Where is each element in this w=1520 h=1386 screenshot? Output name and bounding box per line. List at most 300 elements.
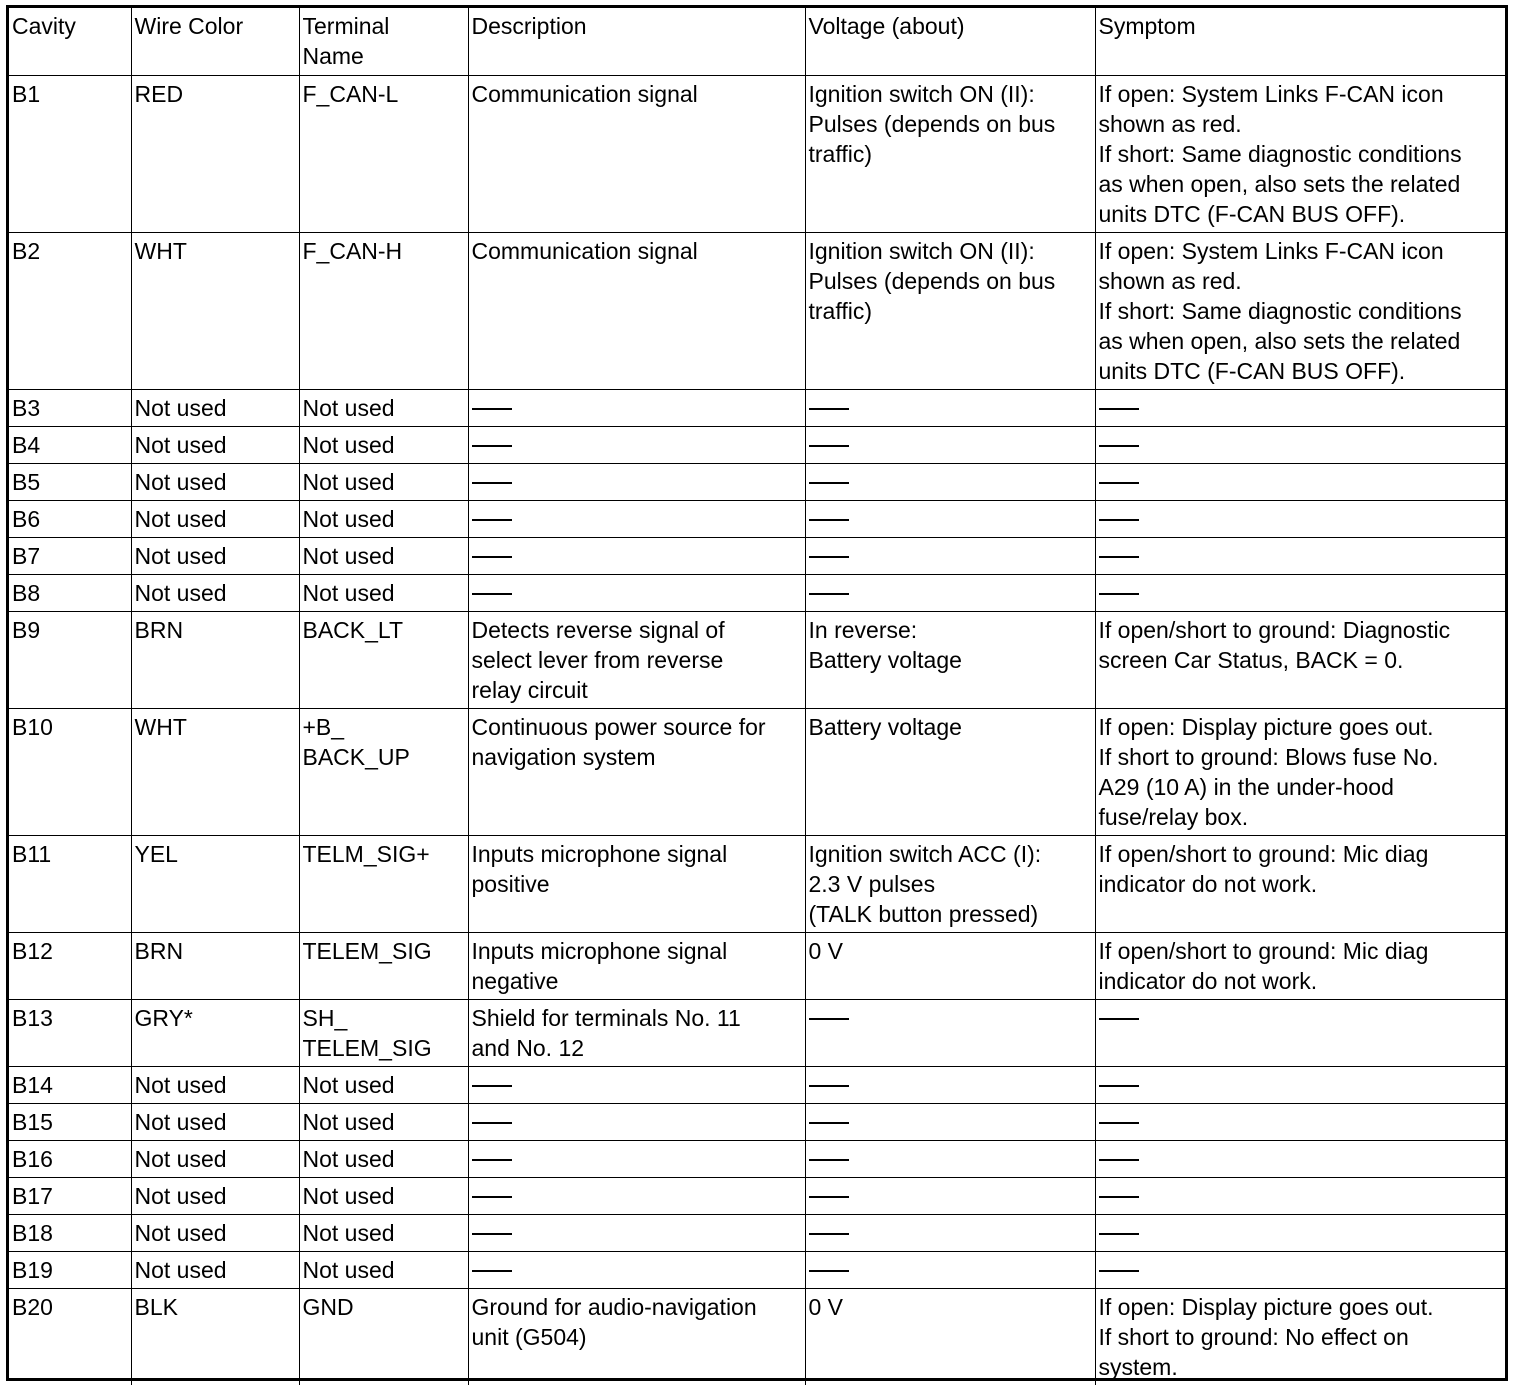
- cell-description: [468, 574, 805, 611]
- cell-text-line: Not used: [302, 1071, 395, 1098]
- cell-symptom: [1095, 1066, 1505, 1103]
- header-terminal-name: [299, 8, 468, 75]
- cell-voltage: [805, 1140, 1095, 1177]
- cell-text-line: If open: System Links F-CAN icon: [1098, 237, 1444, 264]
- table-row: [9, 537, 1505, 574]
- cell-text-line: If short to ground: Blows fuse No.: [1098, 743, 1439, 770]
- dash-mark: [809, 1085, 849, 1087]
- cell-text-line: Not used: [134, 505, 227, 532]
- dash-mark: [809, 556, 849, 558]
- dash-mark: [472, 1085, 512, 1087]
- dash-mark: [472, 1196, 512, 1198]
- cell-text-line: unit (G504): [471, 1323, 587, 1350]
- cell-text-line: fuse/relay box.: [1098, 803, 1249, 830]
- cell-text-line: as when open, also sets the related: [1098, 327, 1461, 354]
- cell-symptom: [1095, 999, 1505, 1066]
- cell-text-line: TELM_SIG+: [302, 840, 430, 867]
- cell-text-line: B4: [12, 431, 41, 458]
- dash-mark: [809, 1196, 849, 1198]
- cell-text-line: Not used: [134, 394, 227, 421]
- cell-text-line: Ignition switch ON (II):: [808, 80, 1035, 107]
- cell-cavity: [9, 537, 131, 574]
- cell-text-line: BRN: [134, 937, 184, 964]
- cell-text-line: Pulses (depends on bus: [808, 110, 1056, 137]
- cell-text-line: B11: [12, 840, 52, 867]
- cell-text-line: Not used: [134, 1182, 227, 1209]
- cell-text-line: shown as red.: [1098, 110, 1242, 137]
- cell-text-line: Not used: [134, 1108, 227, 1135]
- cell-symptom: [1095, 835, 1505, 932]
- cell-terminal-name: [299, 1140, 468, 1177]
- cell-voltage: [805, 708, 1095, 835]
- dash-mark: [472, 556, 512, 558]
- cell-voltage: [805, 232, 1095, 389]
- dash-mark: [472, 1270, 512, 1272]
- cell-voltage: [805, 1288, 1095, 1385]
- cell-text-line: and No. 12: [471, 1034, 585, 1061]
- cell-text-line: Not used: [134, 468, 227, 495]
- dash-mark: [809, 1233, 849, 1235]
- cell-text-line: B10: [12, 713, 53, 740]
- cell-text-line: 0 V: [808, 937, 844, 964]
- cell-text-line: navigation system: [471, 743, 656, 770]
- cell-text-line: Not used: [134, 431, 227, 458]
- cell-text-line: +B_: [302, 713, 345, 740]
- table-row: [9, 389, 1505, 426]
- cell-terminal-name: [299, 835, 468, 932]
- cell-terminal-name: [299, 932, 468, 999]
- header-voltage: [805, 8, 1095, 75]
- cell-wire-color: [131, 389, 299, 426]
- cell-symptom: [1095, 1140, 1505, 1177]
- cell-wire-color: [131, 708, 299, 835]
- cell-description: [468, 999, 805, 1066]
- cell-cavity: [9, 1214, 131, 1251]
- cell-cavity: [9, 835, 131, 932]
- cell-voltage: [805, 1214, 1095, 1251]
- table-row: [9, 500, 1505, 537]
- dash-mark: [809, 593, 849, 595]
- cell-terminal-name: [299, 426, 468, 463]
- table-row: [9, 1140, 1505, 1177]
- dash-mark: [472, 593, 512, 595]
- table-row: [9, 999, 1505, 1066]
- cell-description: [468, 1103, 805, 1140]
- dash-mark: [472, 519, 512, 521]
- cell-wire-color: [131, 1251, 299, 1288]
- cell-text-line: Not used: [134, 542, 227, 569]
- dash-mark: [1099, 445, 1139, 447]
- cell-description: [468, 835, 805, 932]
- connector-table-frame: [6, 5, 1508, 1381]
- dash-mark: [1099, 1122, 1139, 1124]
- table-row: [9, 1288, 1505, 1385]
- cell-terminal-name: [299, 500, 468, 537]
- cell-text-line: Not used: [134, 1219, 227, 1246]
- cell-text-line: WHT: [134, 713, 187, 740]
- cell-terminal-name: [299, 999, 468, 1066]
- dash-mark: [809, 445, 849, 447]
- cell-cavity: [9, 75, 131, 232]
- cell-wire-color: [131, 835, 299, 932]
- cell-text-line: B17: [12, 1182, 53, 1209]
- cell-text-line: If open: Display picture goes out.: [1098, 1293, 1434, 1320]
- cell-terminal-name: [299, 463, 468, 500]
- cell-terminal-name: [299, 1177, 468, 1214]
- table-row: [9, 1103, 1505, 1140]
- cell-cavity: [9, 389, 131, 426]
- cell-text-line: B3: [12, 394, 41, 421]
- cell-text-line: YEL: [134, 840, 178, 867]
- cell-text-line: units DTC (F-CAN BUS OFF).: [1098, 357, 1406, 384]
- cell-description: [468, 708, 805, 835]
- cell-symptom: [1095, 426, 1505, 463]
- cell-wire-color: [131, 1177, 299, 1214]
- cell-description: [468, 389, 805, 426]
- cell-text-line: If short: Same diagnostic conditions: [1098, 297, 1462, 324]
- dash-mark: [1099, 1159, 1139, 1161]
- cell-text-line: indicator do not work.: [1098, 967, 1318, 994]
- cell-voltage: [805, 426, 1095, 463]
- cell-text-line: Battery voltage: [808, 646, 962, 673]
- cell-text-line: A29 (10 A) in the under-hood: [1098, 773, 1394, 800]
- table-row: [9, 1214, 1505, 1251]
- cell-wire-color: [131, 611, 299, 708]
- cell-text-line: BLK: [134, 1293, 178, 1320]
- cell-text-line: Not used: [302, 1219, 395, 1246]
- cell-text-line: select lever from reverse: [471, 646, 724, 673]
- cell-voltage: [805, 999, 1095, 1066]
- cell-terminal-name: [299, 1251, 468, 1288]
- cell-text-line: Ignition switch ON (II):: [808, 237, 1035, 264]
- cell-text-line: GRY*: [134, 1004, 193, 1031]
- dash-mark: [472, 445, 512, 447]
- cell-terminal-name: [299, 1288, 468, 1385]
- cell-text-line: system.: [1098, 1353, 1178, 1380]
- cell-text-line: B1: [12, 80, 41, 107]
- cell-text-line: Not used: [302, 431, 395, 458]
- table-row: [9, 611, 1505, 708]
- cell-text-line: Inputs microphone signal: [471, 840, 728, 867]
- cell-text-line: Description: [471, 13, 587, 39]
- table-header-row: [9, 8, 1505, 75]
- cell-wire-color: [131, 1214, 299, 1251]
- dash-mark: [1099, 519, 1139, 521]
- dash-mark: [472, 408, 512, 410]
- cell-text-line: BACK_UP: [302, 743, 410, 770]
- cell-text-line: B8: [12, 579, 41, 606]
- cell-text-line: If open/short to ground: Diagnostic: [1098, 616, 1451, 643]
- cell-terminal-name: [299, 1103, 468, 1140]
- dash-mark: [1099, 1018, 1139, 1020]
- cell-symptom: [1095, 389, 1505, 426]
- cell-wire-color: [131, 574, 299, 611]
- table-row: [9, 75, 1505, 232]
- cell-description: [468, 611, 805, 708]
- cell-description: [468, 1214, 805, 1251]
- dash-mark: [1099, 1085, 1139, 1087]
- cell-symptom: [1095, 537, 1505, 574]
- cell-text-line: Symptom: [1098, 13, 1196, 39]
- cell-text-line: Pulses (depends on bus: [808, 267, 1056, 294]
- cell-wire-color: [131, 1066, 299, 1103]
- cell-terminal-name: [299, 232, 468, 389]
- cell-terminal-name: [299, 389, 468, 426]
- cell-wire-color: [131, 75, 299, 232]
- cell-text-line: Not used: [302, 1256, 395, 1283]
- cell-description: [468, 1288, 805, 1385]
- cell-terminal-name: [299, 75, 468, 232]
- cell-voltage: [805, 500, 1095, 537]
- cell-voltage: [805, 1251, 1095, 1288]
- cell-wire-color: [131, 1288, 299, 1385]
- cell-text-line: (TALK button pressed): [808, 900, 1039, 927]
- cell-text-line: Detects reverse signal of: [471, 616, 725, 643]
- cell-text-line: GND: [302, 1293, 354, 1320]
- cell-description: [468, 232, 805, 389]
- dash-mark: [809, 1159, 849, 1161]
- dash-mark: [1099, 408, 1139, 410]
- table-row: [9, 932, 1505, 999]
- cell-description: [468, 932, 805, 999]
- cell-terminal-name: [299, 574, 468, 611]
- dash-mark: [472, 1159, 512, 1161]
- cell-text-line: B20: [12, 1293, 53, 1320]
- cell-symptom: [1095, 1288, 1505, 1385]
- cell-cavity: [9, 1103, 131, 1140]
- cell-voltage: [805, 574, 1095, 611]
- table-row: [9, 463, 1505, 500]
- cell-cavity: [9, 999, 131, 1066]
- cell-symptom: [1095, 463, 1505, 500]
- table-row: [9, 1066, 1505, 1103]
- dash-mark: [1099, 1233, 1139, 1235]
- cell-text-line: relay circuit: [471, 676, 588, 703]
- cell-text-line: Name: [302, 43, 364, 69]
- table-row: [9, 835, 1505, 932]
- cell-text-line: B2: [12, 237, 41, 264]
- cell-text-line: If open: Display picture goes out.: [1098, 713, 1434, 740]
- cell-text-line: Not used: [302, 468, 395, 495]
- cell-text-line: Not used: [302, 542, 395, 569]
- cell-symptom: [1095, 1214, 1505, 1251]
- cell-text-line: TELEM_SIG: [302, 937, 432, 964]
- cell-terminal-name: [299, 1214, 468, 1251]
- cell-voltage: [805, 611, 1095, 708]
- table-row: [9, 426, 1505, 463]
- cell-terminal-name: [299, 1066, 468, 1103]
- cell-text-line: Not used: [134, 579, 227, 606]
- cell-text-line: Communication signal: [471, 80, 698, 107]
- cell-description: [468, 75, 805, 232]
- cell-text-line: In reverse:: [808, 616, 918, 643]
- table-row: [9, 1251, 1505, 1288]
- table-row: [9, 232, 1505, 389]
- dash-mark: [809, 482, 849, 484]
- dash-mark: [1099, 593, 1139, 595]
- dash-mark: [472, 1122, 512, 1124]
- cell-text-line: Communication signal: [471, 237, 698, 264]
- cell-text-line: B16: [12, 1145, 53, 1172]
- table-row: [9, 708, 1505, 835]
- cell-description: [468, 1066, 805, 1103]
- cell-symptom: [1095, 708, 1505, 835]
- cell-text-line: Not used: [302, 505, 395, 532]
- cell-symptom: [1095, 574, 1505, 611]
- cell-text-line: positive: [471, 870, 550, 897]
- cell-cavity: [9, 1066, 131, 1103]
- cell-description: [468, 1177, 805, 1214]
- cell-cavity: [9, 232, 131, 389]
- dash-mark: [1099, 556, 1139, 558]
- dash-mark: [809, 1270, 849, 1272]
- cell-text-line: B15: [12, 1108, 53, 1135]
- cell-text-line: B19: [12, 1256, 53, 1283]
- cell-text-line: Ignition switch ACC (I):: [808, 840, 1042, 867]
- cell-text-line: SH_: [302, 1004, 348, 1031]
- cell-voltage: [805, 835, 1095, 932]
- cell-text-line: Battery voltage: [808, 713, 962, 740]
- cell-text-line: Shield for terminals No. 11: [471, 1004, 741, 1031]
- cell-terminal-name: [299, 611, 468, 708]
- cell-text-line: screen Car Status, BACK = 0.: [1098, 646, 1404, 673]
- dash-mark: [1099, 1270, 1139, 1272]
- cell-voltage: [805, 1177, 1095, 1214]
- dash-mark: [809, 408, 849, 410]
- cell-text-line: Not used: [302, 1182, 395, 1209]
- cell-text-line: RED: [134, 80, 184, 107]
- cell-text-line: B7: [12, 542, 41, 569]
- cell-text-line: B9: [12, 616, 41, 643]
- cell-text-line: F_CAN-L: [302, 80, 399, 107]
- cell-text-line: 0 V: [808, 1293, 844, 1320]
- cell-wire-color: [131, 932, 299, 999]
- cell-text-line: negative: [471, 967, 559, 994]
- cell-wire-color: [131, 1103, 299, 1140]
- cell-text-line: BACK_LT: [302, 616, 404, 643]
- cell-cavity: [9, 1140, 131, 1177]
- cell-symptom: [1095, 232, 1505, 389]
- cell-text-line: traffic): [808, 140, 872, 167]
- cell-voltage: [805, 1103, 1095, 1140]
- cell-text-line: as when open, also sets the related: [1098, 170, 1461, 197]
- cell-text-line: Wire Color: [134, 13, 244, 39]
- cell-text-line: Not used: [302, 1108, 395, 1135]
- dash-mark: [809, 1122, 849, 1124]
- cell-text-line: units DTC (F-CAN BUS OFF).: [1098, 200, 1406, 227]
- cell-text-line: Not used: [302, 579, 395, 606]
- cell-text-line: B13: [12, 1004, 53, 1031]
- dash-mark: [472, 1233, 512, 1235]
- cell-text-line: Not used: [302, 394, 395, 421]
- cell-text-line: 2.3 V pulses: [808, 870, 936, 897]
- cell-text-line: F_CAN-H: [302, 237, 403, 264]
- cell-voltage: [805, 1066, 1095, 1103]
- cell-voltage: [805, 75, 1095, 232]
- cell-terminal-name: [299, 537, 468, 574]
- cell-cavity: [9, 708, 131, 835]
- dash-mark: [1099, 1196, 1139, 1198]
- cell-text-line: B6: [12, 505, 41, 532]
- cell-wire-color: [131, 232, 299, 389]
- dash-mark: [472, 482, 512, 484]
- dash-mark: [1099, 482, 1139, 484]
- cell-cavity: [9, 1177, 131, 1214]
- cell-text-line: Not used: [134, 1145, 227, 1172]
- table-row: [9, 574, 1505, 611]
- cell-text-line: shown as red.: [1098, 267, 1242, 294]
- cell-text-line: B14: [12, 1071, 53, 1098]
- cell-voltage: [805, 463, 1095, 500]
- cell-wire-color: [131, 537, 299, 574]
- connector-table: [9, 8, 1505, 1385]
- cell-text-line: B12: [12, 937, 53, 964]
- cell-description: [468, 537, 805, 574]
- cell-voltage: [805, 537, 1095, 574]
- cell-text-line: Not used: [134, 1071, 227, 1098]
- cell-text-line: If short: Same diagnostic conditions: [1098, 140, 1462, 167]
- cell-cavity: [9, 932, 131, 999]
- cell-text-line: Continuous power source for: [471, 713, 766, 740]
- cell-description: [468, 463, 805, 500]
- cell-cavity: [9, 1251, 131, 1288]
- cell-text-line: Not used: [302, 1145, 395, 1172]
- cell-voltage: [805, 389, 1095, 426]
- table-row: [9, 1177, 1505, 1214]
- cell-description: [468, 500, 805, 537]
- cell-text-line: Voltage (about): [808, 13, 965, 39]
- cell-text-line: Not used: [134, 1256, 227, 1283]
- cell-wire-color: [131, 463, 299, 500]
- cell-cavity: [9, 1288, 131, 1385]
- cell-wire-color: [131, 999, 299, 1066]
- cell-terminal-name: [299, 708, 468, 835]
- cell-symptom: [1095, 500, 1505, 537]
- cell-text-line: traffic): [808, 297, 872, 324]
- cell-text-line: WHT: [134, 237, 187, 264]
- cell-text-line: BRN: [134, 616, 184, 643]
- cell-cavity: [9, 611, 131, 708]
- cell-text-line: If open/short to ground: Mic diag: [1098, 937, 1429, 964]
- cell-text-line: If open: System Links F-CAN icon: [1098, 80, 1444, 107]
- cell-text-line: If open/short to ground: Mic diag: [1098, 840, 1429, 867]
- cell-text-line: TELEM_SIG: [302, 1034, 432, 1061]
- cell-symptom: [1095, 75, 1505, 232]
- cell-cavity: [9, 463, 131, 500]
- cell-cavity: [9, 500, 131, 537]
- cell-text-line: If short to ground: No effect on: [1098, 1323, 1409, 1350]
- cell-symptom: [1095, 1103, 1505, 1140]
- header-symptom: [1095, 8, 1505, 75]
- cell-symptom: [1095, 611, 1505, 708]
- cell-voltage: [805, 932, 1095, 999]
- cell-text-line: Inputs microphone signal: [471, 937, 728, 964]
- cell-cavity: [9, 426, 131, 463]
- dash-mark: [809, 519, 849, 521]
- cell-wire-color: [131, 500, 299, 537]
- cell-symptom: [1095, 1251, 1505, 1288]
- cell-text-line: B5: [12, 468, 41, 495]
- cell-wire-color: [131, 426, 299, 463]
- cell-symptom: [1095, 932, 1505, 999]
- cell-text-line: Terminal: [302, 13, 390, 39]
- cell-symptom: [1095, 1177, 1505, 1214]
- cell-text-line: Ground for audio-navigation: [471, 1293, 757, 1320]
- header-description: [468, 8, 805, 75]
- cell-text-line: B18: [12, 1219, 53, 1246]
- cell-description: [468, 426, 805, 463]
- cell-wire-color: [131, 1140, 299, 1177]
